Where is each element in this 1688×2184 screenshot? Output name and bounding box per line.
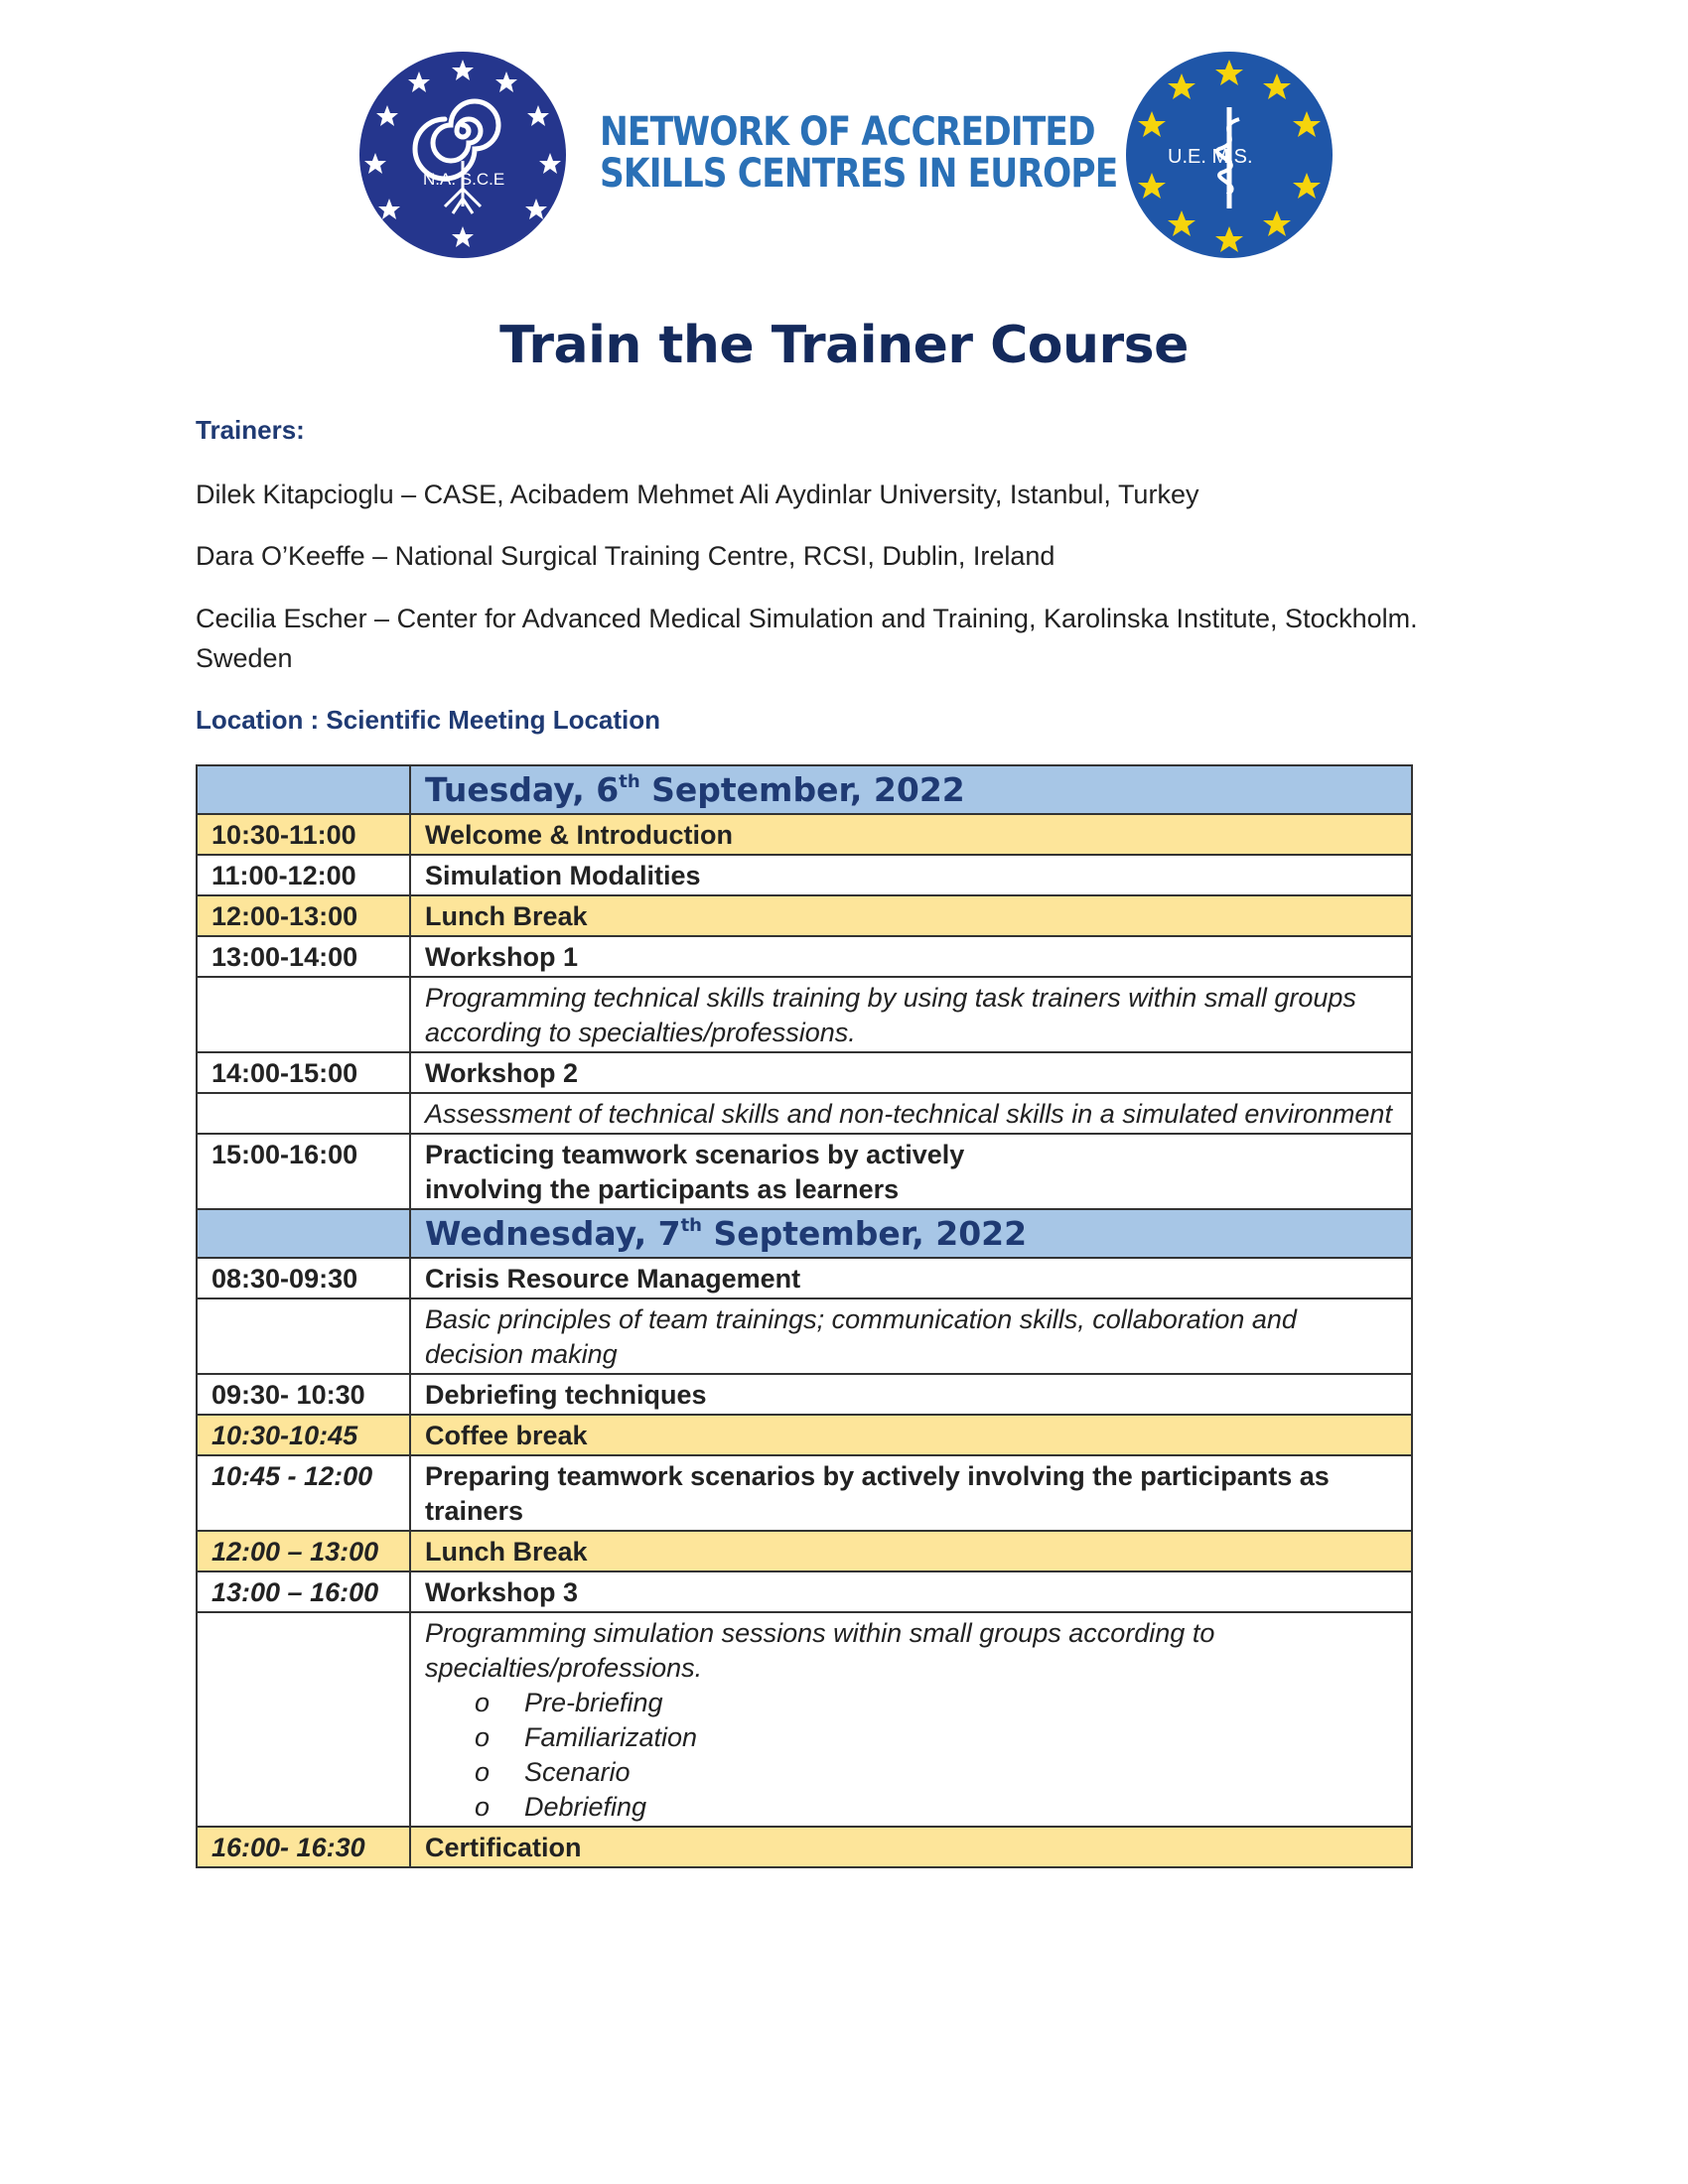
session-title: Crisis Resource Management (410, 1258, 1412, 1298)
uems-logo-text: U.E. M.S. (1168, 146, 1253, 168)
sub-topic-item: o Familiarization (475, 1720, 1397, 1755)
session-time: 11:00-12:00 (197, 855, 410, 895)
bullet-icon: o (475, 1757, 491, 1787)
session-title: Coffee break (410, 1415, 1412, 1455)
session-time: 13:00 – 16:00 (197, 1571, 410, 1612)
schedule-row (197, 1298, 1412, 1374)
schedule-row (197, 1455, 1412, 1531)
schedule-row (197, 855, 1412, 895)
sub-topic-list (425, 1686, 1397, 1825)
session-time-empty (197, 1612, 410, 1827)
session-title: Simulation Modalities (410, 855, 1412, 895)
bullet-icon: o (475, 1688, 491, 1717)
session-description: Programming technical skills training by using task trainers within small groups according to specialties/professions. (410, 977, 1412, 1052)
trainer-3: Cecilia Escher – Center for Advanced Medical Simulation and Training, Karolinska Institute, Stockholm. Sweden (196, 604, 1418, 673)
network-name-line1: NETWORK OF ACCREDITED (600, 109, 1095, 155)
schedule-row (197, 1258, 1412, 1298)
day-title: Wednesday, 7th September, 2022 (410, 1209, 1412, 1258)
bullet-icon: o (475, 1792, 491, 1822)
nasce-logo (357, 50, 568, 260)
session-description-text: Programming simulation sessions within small groups according to specialties/professions. (425, 1618, 1215, 1683)
session-title: Workshop 2 (410, 1052, 1412, 1093)
schedule-row (197, 814, 1412, 855)
session-title (410, 1134, 1412, 1209)
schedule-row (197, 1531, 1412, 1571)
session-time: 12:00 – 13:00 (197, 1531, 410, 1571)
session-description: Basic principles of team trainings; communication skills, collaboration and decision making (410, 1298, 1412, 1374)
uems-logo (1124, 50, 1335, 260)
day-header (197, 765, 1412, 814)
network-name-line2: SKILLS CENTRES IN EUROPE (600, 151, 1118, 197)
schedule-row (197, 895, 1412, 936)
session-time-empty (197, 1093, 410, 1134)
header-logos (0, 50, 1688, 268)
page-title: Train the Trainer Course (499, 316, 1189, 375)
schedule-row (197, 1571, 1412, 1612)
day-title: Tuesday, 6th September, 2022 (410, 765, 1412, 814)
session-time: 12:00-13:00 (197, 895, 410, 936)
session-time-empty (197, 977, 410, 1052)
session-time: 08:30-09:30 (197, 1258, 410, 1298)
session-time-empty (197, 1298, 410, 1374)
session-title: Debriefing techniques (410, 1374, 1412, 1415)
schedule-row (197, 1612, 1412, 1827)
schedule-row (197, 1827, 1412, 1867)
schedule-row (197, 936, 1412, 977)
schedule-row (197, 1052, 1412, 1093)
sub-topic-item: o Pre-briefing (475, 1686, 1397, 1720)
bullet-icon: o (475, 1722, 491, 1752)
day-header-empty (197, 765, 410, 814)
nasce-logo-text: N.A. S.C.E (423, 170, 505, 189)
trainer-2: Dara O’Keeffe – National Surgical Training Centre, RCSI, Dublin, Ireland (196, 541, 1055, 571)
schedule-row (197, 1415, 1412, 1455)
session-title: Lunch Break (410, 895, 1412, 936)
schedule-row (197, 1093, 1412, 1134)
session-title: Welcome & Introduction (410, 814, 1412, 855)
trainer-1: Dilek Kitapcioglu – CASE, Acibadem Mehmet Ali Aydinlar University, Istanbul, Turkey (196, 479, 1199, 509)
session-title: Workshop 3 (410, 1571, 1412, 1612)
session-title-line: involving the participants as learners (425, 1174, 900, 1204)
sub-topic-item: o Debriefing (475, 1790, 1397, 1825)
schedule-table (196, 764, 1413, 1868)
session-title: Certification (410, 1827, 1412, 1867)
session-time: 14:00-15:00 (197, 1052, 410, 1093)
day-header-empty (197, 1209, 410, 1258)
session-time: 15:00-16:00 (197, 1134, 410, 1209)
schedule-row (197, 1134, 1412, 1209)
trainers-label: Trainers: (196, 415, 305, 445)
schedule-row (197, 977, 1412, 1052)
network-name (600, 109, 1118, 197)
session-title-line: Practicing teamwork scenarios by actively (425, 1140, 965, 1169)
session-time: 09:30- 10:30 (197, 1374, 410, 1415)
location-label: Location : Scientific Meeting Location (196, 705, 661, 735)
session-description: Assessment of technical skills and non-technical skills in a simulated environment (410, 1093, 1412, 1134)
day-header (197, 1209, 1412, 1258)
schedule-row (197, 1374, 1412, 1415)
session-time: 13:00-14:00 (197, 936, 410, 977)
session-title: Preparing teamwork scenarios by actively involving the participants as trainers (410, 1455, 1412, 1531)
session-title: Workshop 1 (410, 936, 1412, 977)
session-title: Lunch Break (410, 1531, 1412, 1571)
session-time: 10:30-11:00 (197, 814, 410, 855)
sub-topic-item: o Scenario (475, 1755, 1397, 1790)
session-description (410, 1612, 1412, 1827)
session-time: 10:30-10:45 (197, 1415, 410, 1455)
session-time: 16:00- 16:30 (197, 1827, 410, 1867)
session-time: 10:45 - 12:00 (197, 1455, 410, 1531)
